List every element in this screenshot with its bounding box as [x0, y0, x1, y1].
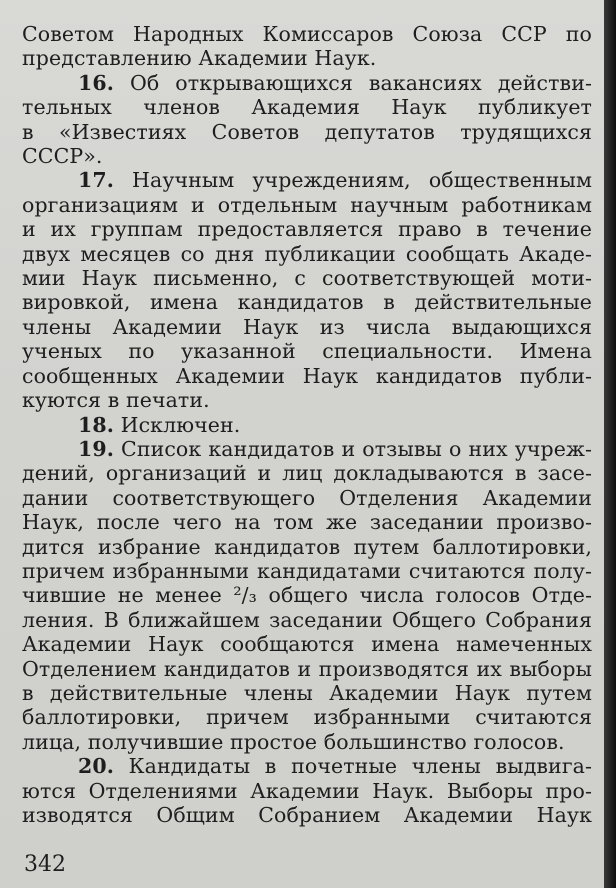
text-line: тельных членов Академия Наук публикует: [22, 95, 592, 120]
paragraph-20-line: [22, 779, 592, 803]
paragraph-17-line: [22, 364, 592, 388]
paragraph-19-line: [22, 461, 592, 485]
paragraph-17-line: [22, 217, 592, 241]
paragraph-19-line: [22, 632, 592, 656]
text-line: представлению Академии Наук.: [22, 46, 377, 71]
paragraph-17-line: [22, 315, 592, 339]
paragraph-19-line: [22, 705, 592, 729]
text-line: Научным учреждениям, общественным: [132, 168, 592, 193]
text-line: члены Академии Наук из числа выдающихся: [22, 314, 592, 339]
text-line: ления. В ближайшем заседании Общего Собрания: [22, 607, 592, 632]
paragraph-19-line: [22, 535, 592, 559]
paragraph-16-line: [22, 120, 592, 144]
paragraph-19: [22, 437, 592, 461]
text-line: мии Наук письменно, с соответствующей моти-: [22, 266, 592, 291]
paragraph-19-line: [22, 486, 592, 510]
paragraph-19-line: [22, 583, 592, 607]
paragraph-16-line: [22, 95, 592, 119]
page-edge-shadow: [604, 0, 616, 888]
paragraph-number: 16.: [78, 70, 114, 95]
paragraph-20: [22, 754, 592, 778]
text-line: Академии Наук сообщаются имена намеченных: [22, 632, 592, 657]
text-line: организациям и отдельным научным работникам: [22, 192, 592, 217]
text-line: вировкой, имена кандидатов в действительные: [22, 290, 592, 315]
text-line: ются Отделениями Академии Наук. Выборы про-: [22, 778, 592, 803]
text-line: Отделением кандидатов и производятся их выборы: [22, 656, 592, 681]
paragraph-17-line: [22, 388, 592, 412]
paragraph-18: [22, 413, 592, 437]
text-line: чившие не менее ²/₃ общего числа голосов Отде-: [22, 583, 592, 608]
text-line: дений, организаций и лиц докладываются в засе-: [22, 461, 592, 486]
paragraph-17-line: [22, 266, 592, 290]
text-line: Кандидаты в почетные члены выдвига-: [128, 754, 593, 779]
paragraph-number: 17.: [78, 168, 114, 193]
text-line: баллотировки, причем избранными считаются: [22, 705, 592, 730]
text-line: лица, получившие простое большинство голосов.: [22, 729, 565, 754]
text-line: двух месяцев со дня публикации сообщать Акаде-: [22, 241, 592, 266]
paragraph-16: [22, 71, 592, 95]
paragraph-19-line: [22, 608, 592, 632]
text-line: в «Известиях Советов депутатов трудящихся: [22, 119, 592, 144]
text-line: Наук, после чего на том же заседании произво-: [22, 510, 592, 535]
text-line: Исключен.: [120, 412, 241, 437]
paragraph-17-line: [22, 193, 592, 217]
paragraph-17-line: [22, 242, 592, 266]
text-line: в действительные члены Академии Наук путем: [22, 680, 592, 705]
paragraph-number: 20.: [78, 754, 114, 779]
text-line: сообщенных Академии Наук кандидатов публи-: [22, 363, 592, 388]
text-line: СССР».: [22, 144, 103, 169]
text-line: дании соответствующего Отделения Академии: [22, 485, 592, 510]
paragraph-17: [22, 168, 592, 192]
paragraph-19-line: [22, 681, 592, 705]
text-line: и их группам предоставляется право в течение: [22, 217, 592, 242]
text-line: Об открывающихся вакансиях действи-: [129, 70, 592, 95]
paragraph-continuation: [22, 22, 592, 46]
text-line: Советом Народных Комиссаров Союза ССР по: [22, 22, 592, 46]
paragraph-16-line: [22, 144, 592, 168]
page-text: [22, 22, 592, 827]
paragraph-continuation-end: [22, 46, 592, 70]
text-line: Список кандидатов и отзывы о них учреж-: [121, 436, 592, 461]
paragraph-number: 19.: [78, 436, 114, 461]
paragraph-17-line: [22, 290, 592, 314]
text-line: куются в печати.: [22, 388, 210, 413]
text-line: изводятся Общим Собранием Академии Наук: [22, 803, 592, 827]
paragraph-20-line: [22, 803, 592, 827]
text-line: дится избрание кандидатов путем баллотировки,: [22, 534, 592, 559]
paragraph-19-line: [22, 730, 592, 754]
text-line: причем избранными кандидатами считаются полу-: [22, 558, 592, 583]
paragraph-19-line: [22, 657, 592, 681]
paragraph-number: 18.: [78, 412, 114, 437]
paragraph-19-line: [22, 559, 592, 583]
text-line: ученых по указанной специальности. Имена: [22, 339, 592, 364]
page-number: 342: [24, 852, 66, 877]
paragraph-19-line: [22, 510, 592, 534]
paragraph-17-line: [22, 339, 592, 363]
